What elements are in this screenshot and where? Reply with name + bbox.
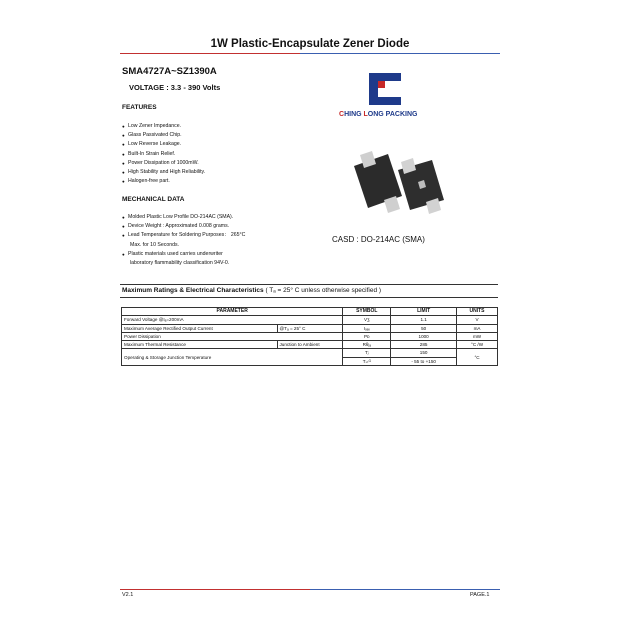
list-item: ● Lead Temperature for Soldering Purposes： 265°C	[122, 231, 297, 240]
table-row: Tₛₜᴳ - 55 to +150	[122, 357, 498, 365]
list-item: ● Power Dissipation of 1000mW.	[122, 159, 292, 168]
company-logo-icon	[369, 73, 401, 105]
list-item: ● Built-In Strain Relief.	[122, 150, 292, 159]
ratings-heading: Maximum Ratings & Electrical Characteristics ( Tₐ = 25° C unless otherwise specified )	[122, 287, 382, 294]
col-header-limit: LIMIT	[391, 308, 457, 316]
table-row: Operating & Storage Junction Temperature Tⱼ 150 °C	[122, 349, 498, 357]
features-list	[122, 122, 292, 186]
footer-rule-red	[120, 589, 310, 590]
col-header-units: UNITS	[457, 308, 498, 316]
sma-package-icon	[340, 140, 450, 232]
package-caption: CASD : DO-214AC (SMA)	[332, 235, 425, 244]
table-row: Maximum Average Rectified Output Current @Tₐ = 25° C Iₒₐᵥ 50 mA	[122, 324, 498, 332]
col-header-parameter: PARAMETER	[122, 308, 343, 316]
title-rule-blue	[300, 53, 500, 54]
table-header-row	[122, 308, 498, 316]
list-item: ● Plastic materials used carries underwriter	[122, 250, 297, 259]
ratings-table	[121, 307, 498, 366]
part-number: SMA4727A~SZ1390A	[122, 66, 217, 77]
ratings-rule-bottom	[120, 297, 498, 298]
footer-version: V2.1	[122, 592, 134, 598]
features-heading: FEATURES	[122, 104, 157, 111]
list-item: ● Low Zener Impedance.	[122, 122, 292, 131]
table-row: Forward Voltage @Iₐ=200mA Vʒ 1.1 V	[122, 316, 498, 324]
company-name: CHING LONG PACKING	[339, 111, 418, 118]
ratings-rule-top	[120, 284, 498, 285]
table-row: Power Dissipation Pᴅ 1000 mW	[122, 332, 498, 340]
list-item: ● Low Reverse Leakage.	[122, 140, 292, 149]
footer-page-number: PAGE.1	[470, 592, 490, 598]
voltage-range: VOLTAGE : 3.3 - 390 Volts	[129, 83, 221, 92]
col-header-symbol: SYMBOL	[343, 308, 391, 316]
list-item: ● Device Weight : Approximated 0.008 grams.	[122, 222, 297, 231]
list-item: ● Glass Passivated Chip.	[122, 131, 292, 140]
document-title: 1W Plastic-Encapsulate Zener Diode	[210, 38, 410, 50]
list-item: ● Molded Plastic Low Profile DO-214AC (SMA).	[122, 213, 297, 222]
footer-rule-blue	[310, 589, 500, 590]
list-item-continued: laboratory flammability classification 94V-0.	[130, 260, 230, 267]
list-item: ● High Stability and High Reliability.	[122, 168, 292, 177]
mechanical-heading: MECHANICAL DATA	[122, 196, 185, 203]
list-item-continued: Max. for 10 Seconds.	[130, 241, 180, 248]
mechanical-list	[122, 213, 297, 268]
list-item: ● Halogen-free part.	[122, 177, 292, 186]
table-row: Maximum Thermal Resistance Junction to Ambient Rθⱼₐ 285 °C /W	[122, 341, 498, 349]
